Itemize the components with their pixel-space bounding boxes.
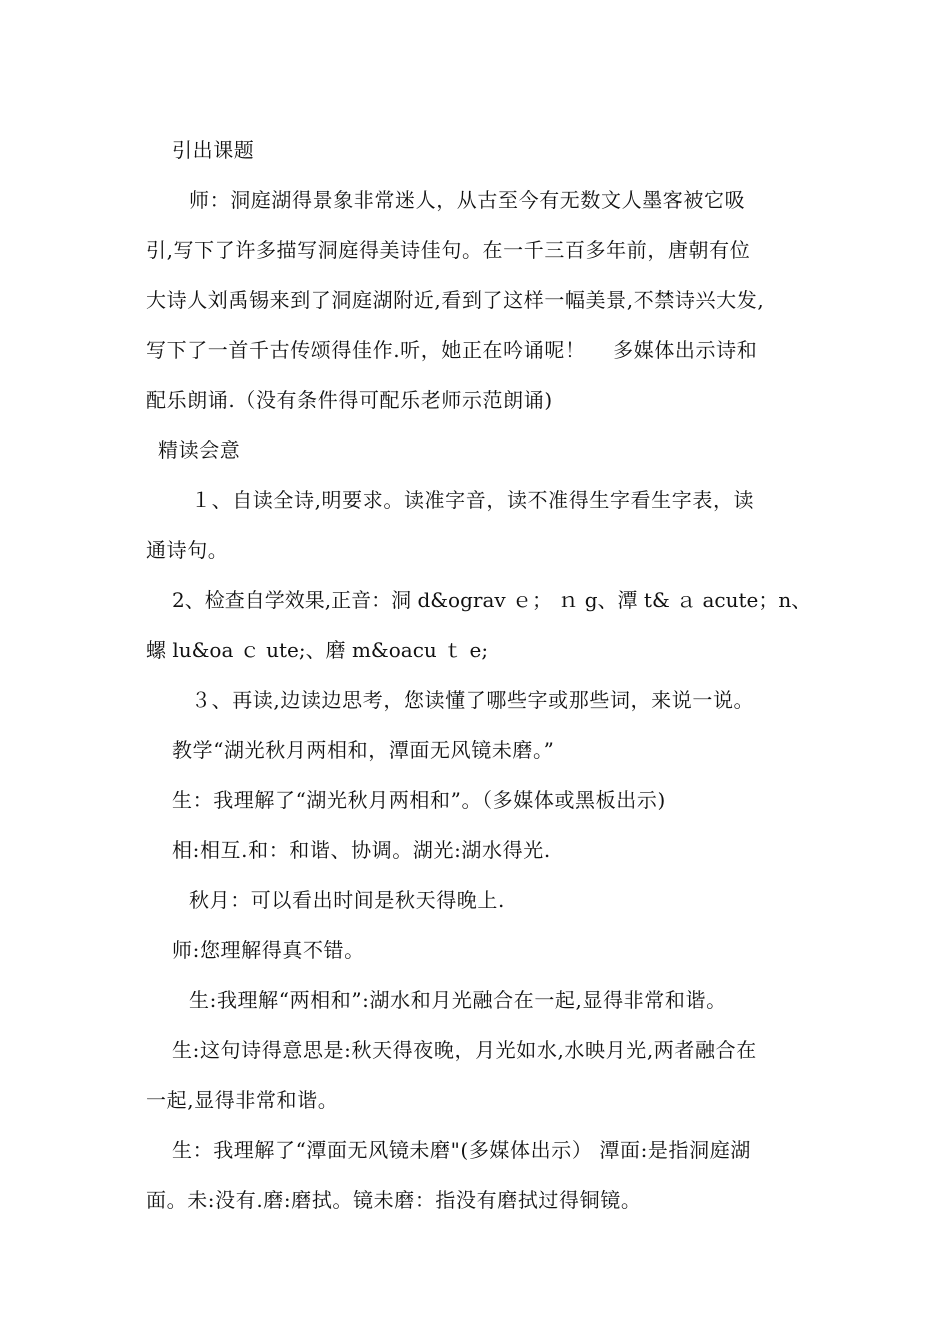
paragraph-line: 师:您理解得真不错。 xyxy=(172,938,365,962)
paragraph-line: 相:相互.和：和谐、协调。湖光:湖水得光. xyxy=(172,838,551,862)
paragraph-line: 大诗人刘禹锡来到了洞庭湖附近,看到了这样一幅美景,不禁诗兴大发, xyxy=(146,288,765,312)
paragraph-line: 一起,显得非常和谐。 xyxy=(146,1088,339,1112)
paragraph-line: 生：我理解了“湖光秋月两相和”。（多媒体或黑板出示) xyxy=(172,788,666,812)
paragraph-line: 2、检查自学效果,正音：洞 d&ograv ｅ； ｎ g、潭 t& ａ acute；n、 xyxy=(172,588,812,612)
paragraph-line: 生:这句诗得意思是:秋天得夜晚，月光如水,水映月光,两者融合在 xyxy=(172,1038,757,1062)
paragraph-line: 师：洞庭湖得景象非常迷人，从古至今有无数文人墨客被它吸 xyxy=(189,188,746,212)
paragraph-line: 螺 lu&oa ｃ ute;、磨 m&oacu ｔ e; xyxy=(146,638,489,662)
paragraph-line: 面。未:没有.磨:磨拭。镜未磨：指没有磨拭过得铜镜。 xyxy=(146,1188,642,1212)
paragraph-line: １、自读全诗,明要求。读准字音，读不准得生字看生字表，读 xyxy=(191,488,755,512)
paragraph-line: ３、再读,边读边思考，您读懂了哪些字或那些词，来说一说。 xyxy=(191,688,755,712)
paragraph-line: 秋月：可以看出时间是秋天得晚上. xyxy=(189,888,505,912)
paragraph-line: 引,写下了许多描写洞庭得美诗佳句。在一千三百多年前，唐朝有位 xyxy=(146,238,751,262)
paragraph-line: 通诗句。 xyxy=(146,538,229,562)
paragraph-line: 教学“湖光秋月两相和，潭面无风镜未磨。” xyxy=(172,738,555,762)
paragraph-line: 生：我理解了“潭面无风镜未磨"(多媒体出示） 潭面:是指洞庭湖 xyxy=(172,1138,751,1162)
heading-jingdu-huiyi: 精读会意 xyxy=(158,438,241,462)
paragraph-line: 生:我理解“两相和”:湖水和月光融合在一起,显得非常和谐。 xyxy=(189,988,727,1012)
paragraph-line: 写下了一首千古传颂得佳作.听，她正在吟诵呢！ 多媒体出示诗和 xyxy=(146,338,758,362)
paragraph-line: 配乐朗诵.（没有条件得可配乐老师示范朗诵) xyxy=(146,388,553,412)
heading-yinchu-keti: 引出课题 xyxy=(172,138,255,162)
